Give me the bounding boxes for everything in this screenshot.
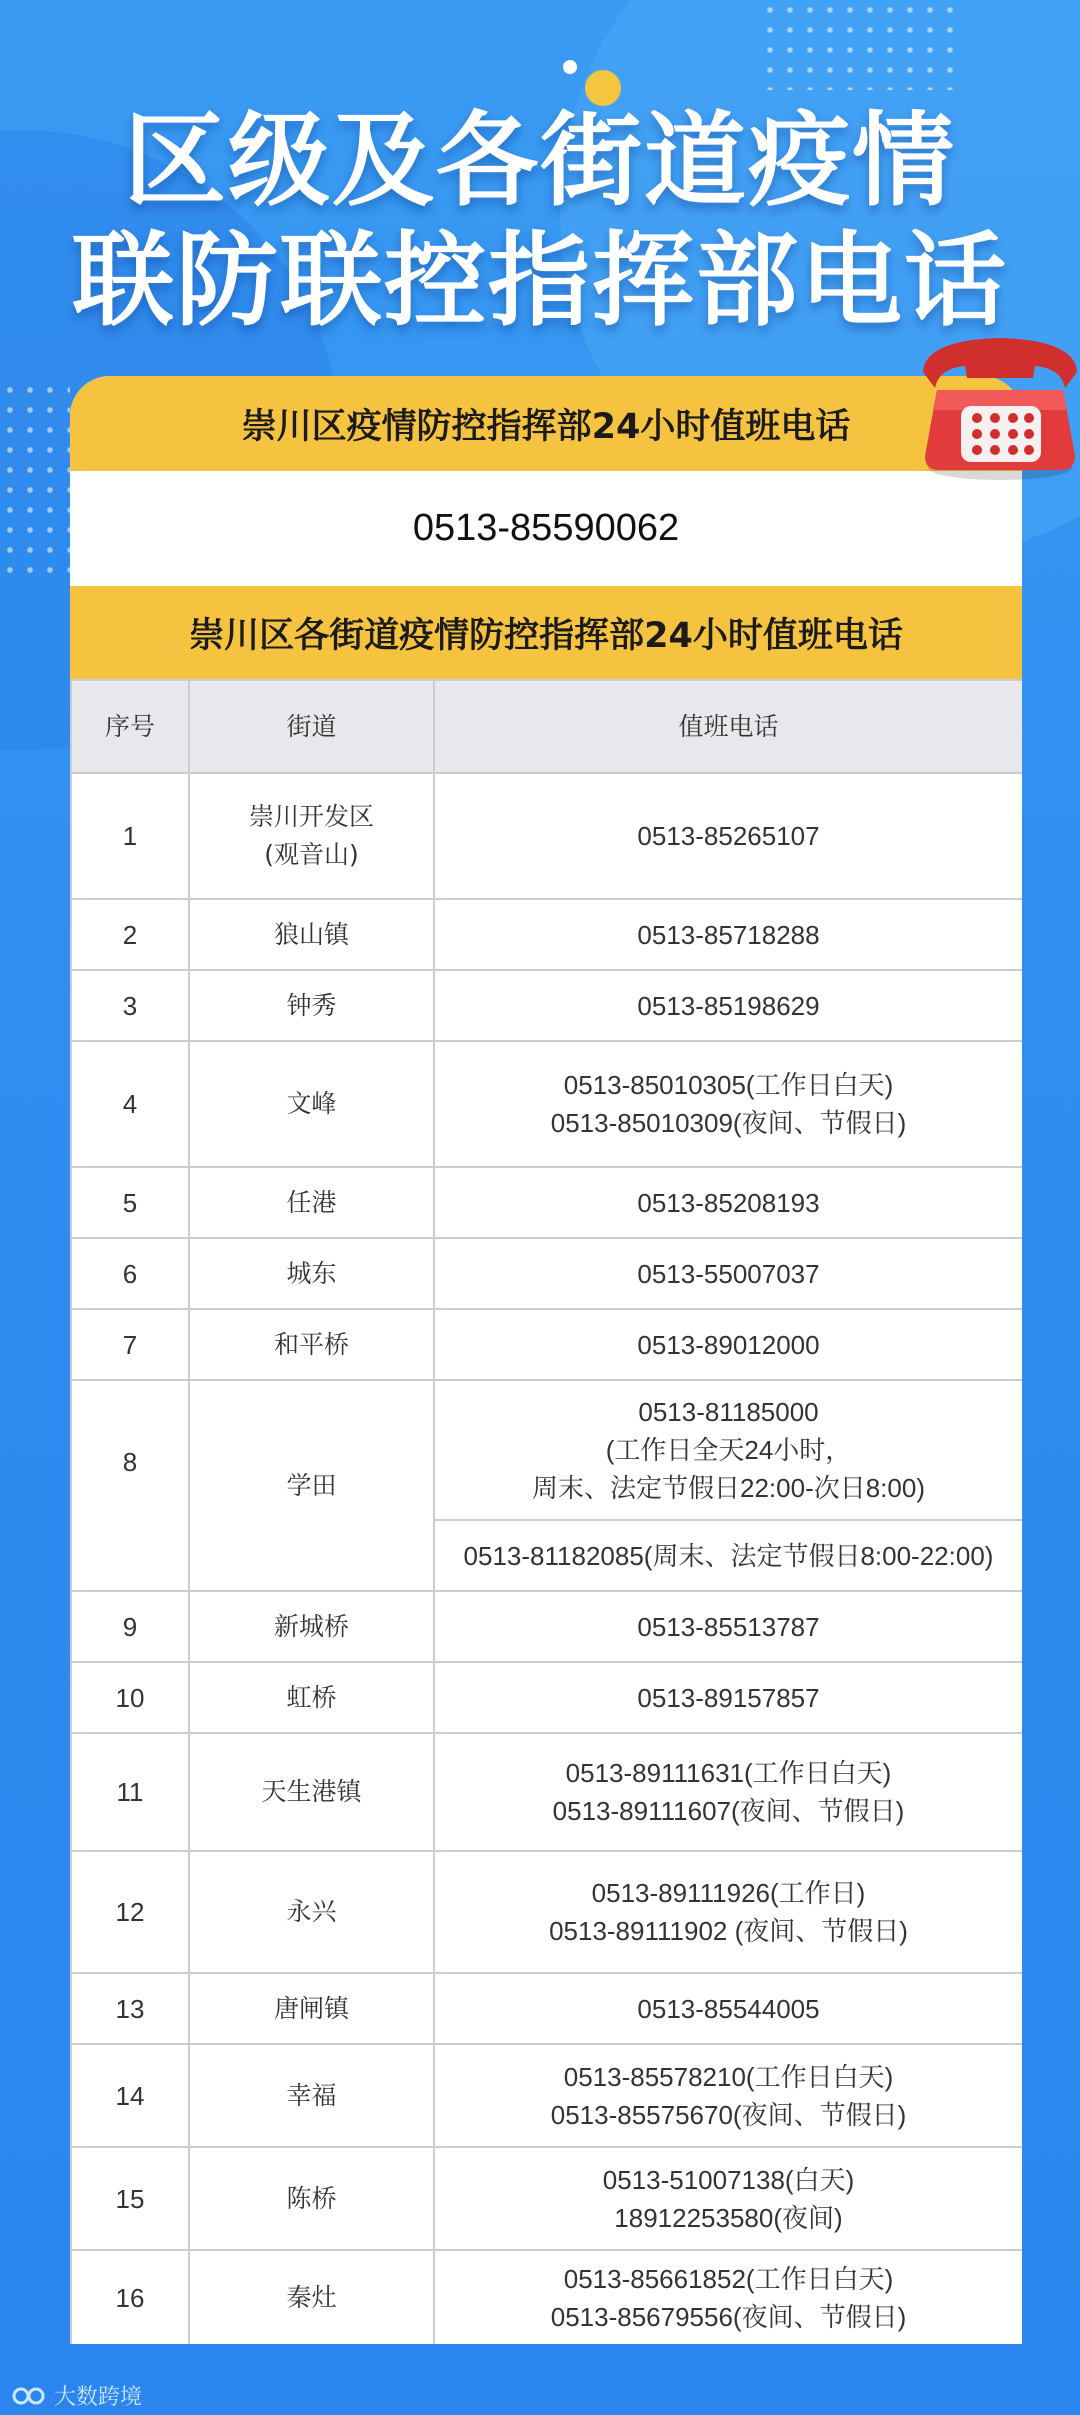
row-number: 13 xyxy=(71,1973,189,2044)
phone-cell[interactable]: 0513-51007138(白天) 18912253580(夜间) xyxy=(434,2147,1022,2250)
phone-cell[interactable]: 0513-89012000 xyxy=(434,1309,1022,1380)
column-header-phone: 值班电话 xyxy=(434,680,1022,773)
street-name: 崇川开发区 (观音山) xyxy=(189,773,434,899)
district-heading: 崇川区疫情防控指挥部24小时值班电话 xyxy=(70,376,1022,471)
watermark xyxy=(12,2380,142,2411)
phone-cell[interactable]: 0513-81185000 (工作日全天24小时， 周末、法定节假日22:00-次日8:00) xyxy=(434,1380,1022,1520)
row-number: 1 xyxy=(71,773,189,899)
table-row xyxy=(71,1733,1022,1851)
column-header-street: 街道 xyxy=(189,680,434,773)
row-number: 15 xyxy=(71,2147,189,2250)
table-row xyxy=(71,899,1022,970)
phone-cell[interactable]: 0513-81182085(周末、法定节假日8:00-22:00) xyxy=(434,1520,1022,1591)
phone-cell[interactable]: 0513-89111631(工作日白天) 0513-89111607(夜间、节假日) xyxy=(434,1733,1022,1851)
street-name: 城东 xyxy=(189,1238,434,1309)
row-number: 10 xyxy=(71,1662,189,1733)
row-number: 14 xyxy=(71,2044,189,2147)
street-name: 秦灶 xyxy=(189,2250,434,2344)
street-name: 新城桥 xyxy=(189,1591,434,1662)
row-number: 11 xyxy=(71,1733,189,1851)
table-row xyxy=(71,2147,1022,2250)
street-name: 虹桥 xyxy=(189,1662,434,1733)
decor-dot-white xyxy=(563,60,577,74)
row-number: 12 xyxy=(71,1851,189,1973)
street-phone-table xyxy=(70,679,1022,2344)
street-name: 陈桥 xyxy=(189,2147,434,2250)
table-row xyxy=(71,2044,1022,2147)
telephone-icon xyxy=(915,328,1080,488)
street-name: 幸福 xyxy=(189,2044,434,2147)
table-row xyxy=(71,1309,1022,1380)
title-line-2: 联防联控指挥部电话 xyxy=(72,222,1008,341)
phone-cell[interactable]: 0513-85265107 xyxy=(434,773,1022,899)
row-number: 16 xyxy=(71,2250,189,2344)
row-number: 7 xyxy=(71,1309,189,1380)
row-number: 9 xyxy=(71,1591,189,1662)
table-row xyxy=(71,1238,1022,1309)
streets-heading: 崇川区各街道疫情防控指挥部24小时值班电话 xyxy=(70,586,1022,679)
street-name: 任港 xyxy=(189,1167,434,1238)
table-header-row xyxy=(71,680,1022,773)
phone-cell[interactable]: 0513-85661852(工作日白天) 0513-85679556(夜间、节假日) xyxy=(434,2250,1022,2344)
row-number: 6 xyxy=(71,1238,189,1309)
phone-cell[interactable]: 0513-89111926(工作日) 0513-89111902 (夜间、节假日) xyxy=(434,1851,1022,1973)
table-row xyxy=(71,1591,1022,1662)
phone-cell[interactable]: 0513-85208193 xyxy=(434,1167,1022,1238)
street-name: 学田 xyxy=(189,1380,434,1591)
phone-cell[interactable]: 0513-85513787 xyxy=(434,1591,1022,1662)
street-name: 钟秀 xyxy=(189,970,434,1041)
column-header-number: 序号 xyxy=(71,680,189,773)
street-name: 和平桥 xyxy=(189,1309,434,1380)
phone-cell[interactable]: 0513-85578210(工作日白天) 0513-85575670(夜间、节假日) xyxy=(434,2044,1022,2147)
dot-pattern-left xyxy=(0,380,70,580)
row-number: 4 xyxy=(71,1041,189,1167)
district-phone[interactable]: 0513-85590062 xyxy=(412,507,680,549)
phone-cell[interactable]: 0513-55007037 xyxy=(434,1238,1022,1309)
title-line-1: 区级及各街道疫情 xyxy=(124,102,956,221)
phone-directory-card xyxy=(70,376,1022,2344)
phone-cell[interactable]: 0513-85718288 xyxy=(434,899,1022,970)
street-name: 文峰 xyxy=(189,1041,434,1167)
brand-logo-icon xyxy=(12,2385,48,2407)
row-number: 2 xyxy=(71,899,189,970)
table-row xyxy=(71,2250,1022,2344)
table-row xyxy=(71,773,1022,899)
row-number: 8 xyxy=(71,1380,189,1591)
table-row xyxy=(71,970,1022,1041)
table-row xyxy=(71,1662,1022,1733)
street-name: 天生港镇 xyxy=(189,1733,434,1851)
table-row xyxy=(71,1380,1022,1520)
street-name: 唐闸镇 xyxy=(189,1973,434,2044)
dot-pattern-top xyxy=(760,0,960,90)
street-name: 狼山镇 xyxy=(189,899,434,970)
phone-cell[interactable]: 0513-85198629 xyxy=(434,970,1022,1041)
phone-cell[interactable]: 0513-85544005 xyxy=(434,1973,1022,2044)
table-row xyxy=(71,1167,1022,1238)
row-number: 5 xyxy=(71,1167,189,1238)
table-row xyxy=(71,1851,1022,1973)
phone-cell[interactable]: 0513-89157857 xyxy=(434,1662,1022,1733)
table-row xyxy=(71,1041,1022,1167)
phone-cell[interactable]: 0513-85010305(工作日白天) 0513-85010309(夜间、节假日) xyxy=(434,1041,1022,1167)
row-number: 3 xyxy=(71,970,189,1041)
watermark-text: 大数跨境 xyxy=(54,2385,143,2410)
street-name: 永兴 xyxy=(189,1851,434,1973)
table-row xyxy=(71,1973,1022,2044)
